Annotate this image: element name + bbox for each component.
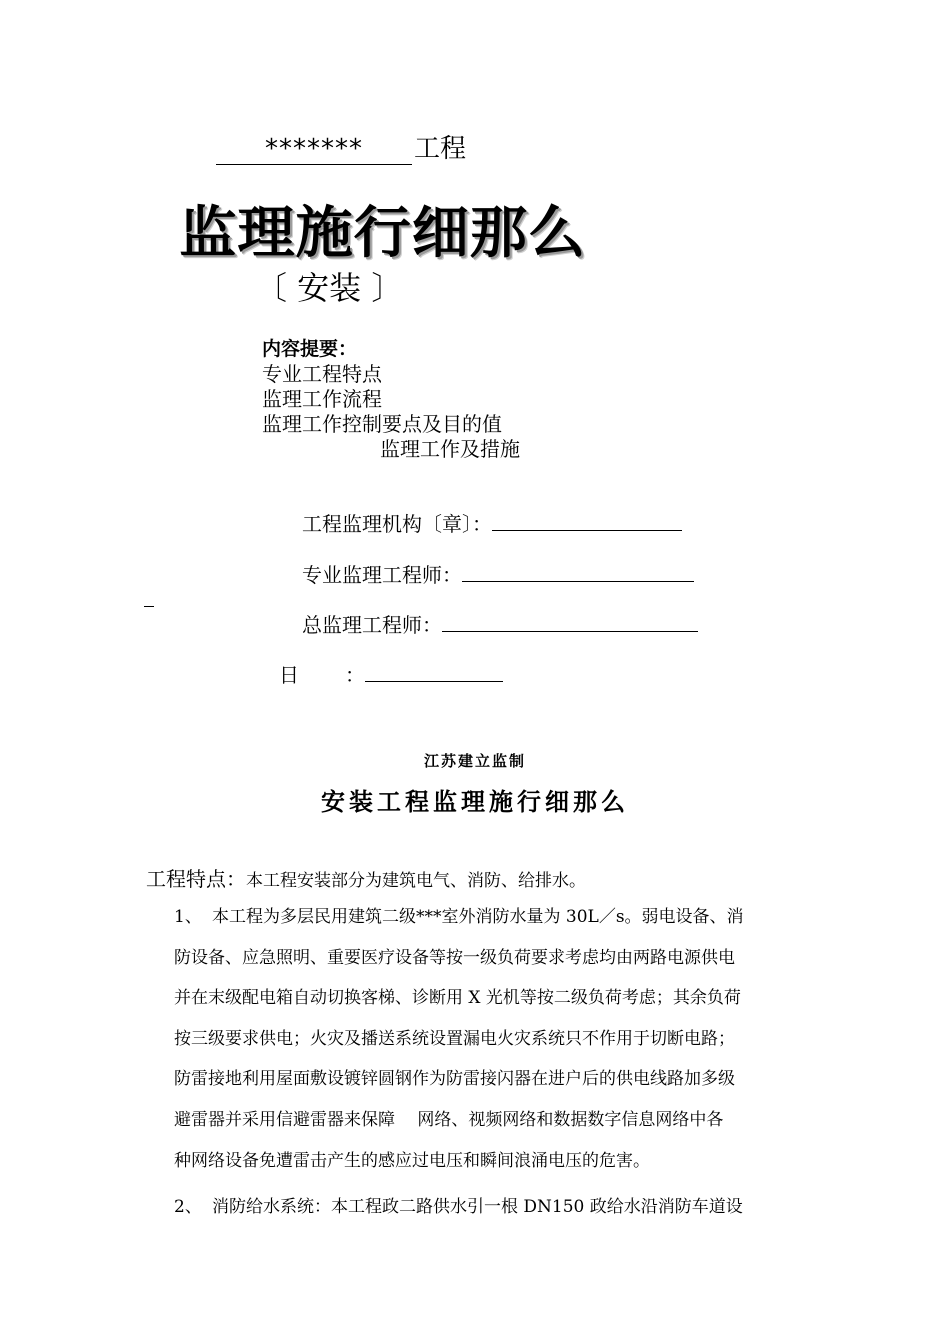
sign-specialist-row (302, 559, 694, 590)
overview-label: 工程特点： (146, 867, 246, 891)
paragraph-line: 避雷器并采用信避雷器来保障 网络、视频网络和数据数字信息网络中各 (174, 1109, 724, 1130)
summary-item: 专业工程特点 (262, 362, 382, 386)
paragraph-1 (174, 897, 814, 1181)
project-overview (146, 864, 586, 896)
sign-date-blank (365, 659, 503, 682)
project-name: ******* (216, 134, 412, 165)
paragraph-text: 本工程为多层民用建筑二级***室外消防水量为 30L／s。弱电设备、消 (212, 907, 744, 927)
paragraph-line: 并在末级配电箱自动切换客梯、诊断用 X 光机等按二级负荷考虑；其余负荷 (174, 988, 741, 1009)
sign-org-label: 工程监理机构〔章〕： (302, 512, 492, 536)
overview-text: 本工程安装部分为建筑电气、消防、给排水。 (246, 871, 586, 891)
sign-specialist-label: 专业监理工程师： (302, 563, 462, 587)
sign-org-blank (492, 508, 682, 531)
paragraph-line: 按三级要求供电；火灾及播送系统设置漏电火灾系统只不作用于切断电路； (174, 1028, 735, 1049)
paragraph-line: 防设备、应急照明、重要医疗设备等按一级负荷要求考虑均由两路电源供电 (174, 947, 735, 968)
paragraph-line (174, 897, 814, 938)
sign-chief-blank (442, 609, 698, 632)
paragraph-text: 消防给水系统：本工程政二路供水引一根 DN150 政给水沿消防车道设 (212, 1197, 743, 1217)
sign-specialist-blank (462, 559, 694, 582)
paragraph-line: 防雷接地利用屋面敷设镀锌圆钢作为防雷接闪器在进户后的供电线路加多级 (174, 1069, 735, 1090)
paragraph-number: 1、 (174, 907, 202, 927)
content-summary (262, 337, 520, 462)
project-name-line (216, 132, 466, 166)
summary-item: 监理工作流程 (262, 387, 382, 411)
paragraph-2 (174, 1187, 814, 1228)
sign-date-label: 日 (279, 663, 299, 687)
summary-heading: 内容提要： (262, 338, 358, 360)
summary-item: 监理工作及措施 (380, 437, 520, 461)
paragraph-line: 种网络设备免遭雷击产生的感应过电压和瞬间浪涌电压的危害。 (174, 1150, 650, 1171)
sign-chief-label: 总监理工程师： (302, 613, 442, 637)
document-title: 安装工程监理施行细那么 (321, 788, 629, 816)
paragraph-number: 2、 (174, 1197, 202, 1217)
sign-chief-row (302, 609, 698, 640)
cover-main-title: 监理施行细那么 (179, 201, 587, 266)
cover-subtitle: 〔 安装 〕 (255, 269, 404, 307)
summary-item: 监理工作控制要点及目的值 (262, 412, 502, 436)
paragraph-line (174, 1187, 814, 1228)
stray-dash (144, 592, 154, 607)
project-suffix: 工程 (414, 134, 467, 164)
sign-org-row (302, 508, 682, 539)
sign-date-row (279, 659, 503, 690)
sign-date-colon: ： (345, 663, 365, 687)
supervisor-heading: 江苏建立监制 (423, 752, 526, 770)
